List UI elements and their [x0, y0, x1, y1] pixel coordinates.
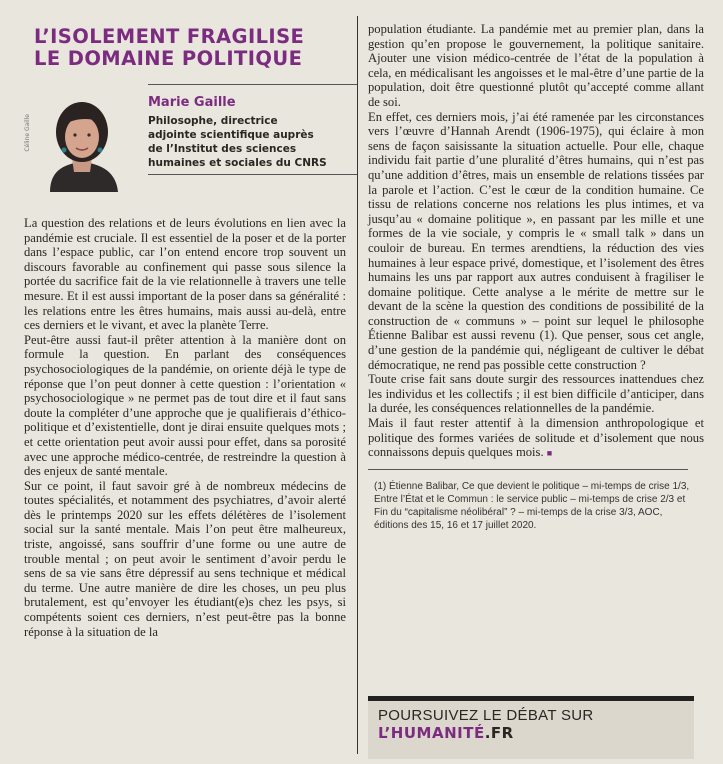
- paragraph: Sur ce point, il faut savoir gré à de nombreux médecins de toutes spécialités, et notamment des psychiatres, d’avoir alerté dès le printemps 2020 sur les effets délétères de l’isolement social sur la santé mentale. Mais l’on peut être malheureux, triste, angoissé, sans souffrir d’une forme ou une autre de trouble mental ; on peut avoir le sentiment d’avoir perdu le sens de sa vie sans être dépressif au sens technique et médical du terme. Une autre manière de dire les choses, un peu plus brutalement, est qu’envoyer les étudiant(e)s chez les psys, si compétents soient ces derniers, n’est peut-être pas la bonne réponse à la situation de la: [24, 478, 346, 639]
- footnote-rule: [368, 469, 688, 470]
- left-body: [24, 216, 346, 639]
- promo-text: POURSUIVEZ LE DÉBAT SUR: [378, 707, 594, 724]
- brand-tld: .FR: [484, 724, 514, 742]
- author-role-line: humaines et sociales du CNRS: [148, 157, 327, 169]
- promo-banner[interactable]: [368, 696, 694, 759]
- author-role: [148, 114, 358, 170]
- title-line-1: L’ISOLEMENT FRAGILISE: [34, 25, 305, 48]
- paragraph: Peut-être aussi faut-il prêter attention à la manière dont on formule la question. En parlant des conséquences psychosociologiques de la pandémie, on oriente déjà le type de réponse que l’on peut donner à cette question : l’orientation « psychosociologique » ne permet pas de tout dire et il faut sans doute la compléter d’une approche que je qualifierais d’éthico-politique et d’existentielle, dont je dirai ensuite quelques mots ; et cette orientation peut avoir aussi pour effet, dans sa porosité avec une approche médico-centrée, de restreindre la question à des enjeux de santé mentale.: [24, 332, 346, 479]
- author-role-line: adjointe scientifique auprès: [148, 129, 314, 141]
- paragraph: population étudiante. La pandémie met au premier plan, dans la gestion qu’en propose le gouvernement, la politique sanitaire. Ajouter une vision médico-centrée de l’état de la population à cela, en médicalisant les angoisses et le mal-être d’une partie de la population, doit être questionné plutôt qu’accepté comme allant de soi.: [368, 22, 704, 109]
- promo-site-link[interactable]: [378, 724, 694, 742]
- final-text: Mais il faut rester attentif à la dimension anthropologique et politique des formes variées de solitude et d’isolement que nous connaissons depuis quelques mois.: [368, 416, 704, 460]
- paragraph: La question des relations et de leurs évolutions en lien avec la pandémie est cruciale. Il est essentiel de la poser et de la porter dans l’espace public, car l’on entend encore trop souvent un discours favorable au confinement qui passe sous silence la portée du sacrifice fait de la vie relationnelle à travers une telle mesure. Et il est aussi important de la poser dans sa généralité : les relations entre les êtres humains, mais aussi au-delà, entre ces derniers et le vivant, et avec la planète Terre.: [24, 216, 346, 333]
- column-divider: [357, 16, 358, 754]
- end-mark-icon: ■: [546, 448, 553, 459]
- right-column: [368, 22, 704, 533]
- author-block: [24, 84, 346, 204]
- author-role-line: Philosophe, directrice: [148, 115, 278, 127]
- photo-credit: Céline Gaille: [24, 114, 31, 152]
- footnote: (1) Étienne Balibar, Ce que devient le politique – mi-temps de crise 1/3, Entre l’État et le Commun : le service public – mi-temps de crise 2/3 et Fin du “capitalisme néolibéral” ? – mi-temps de la crise 3/3, AOC, éditions des 15, 16 et 17 juillet 2020.: [374, 480, 690, 532]
- article-title: [34, 26, 346, 70]
- byline: [148, 84, 358, 175]
- title-line-2: LE DOMAINE POLITIQUE: [34, 47, 303, 70]
- paragraph-final: [368, 416, 704, 461]
- left-column: [24, 18, 346, 639]
- author-portrait: [32, 92, 132, 192]
- paragraph: En effet, ces derniers mois, j’ai été ramenée par les circonstances vers l’œuvre d’Hannah Arendt (1906-1975), qui éclaire à mon sens de façon saisissante la situation actuelle. Pour elle, chaque individu fait partie d’une pluralité d’êtres humains, qui n’est pas qu’une addition d’êtres, mais un ensemble de relations tissées par la parole et l’action. C’est le cœur de la condition humaine. Ce tissu de relations concerne nos relations les plus intimes, et va jusqu’au « domaine politique », en passant par les mille et une formes de la vie sociale, y compris le « small talk » dans un couloir de bureau. En termes arendtiens, la réduction des vies humaines à leur espace privé, domestique, et l’isolement des êtres humains les uns par rapport aux autres conduisent à fragiliser le domaine politique. Cette analyse a le mérite de mettre sur le devant de la scène la question des conditions de possibilité de la construction de « communs » – point sur lequel le philosophe Étienne Balibar est aussi revenu (1). Que penser, sous cet angle, d’une gestion de la pandémie qui, négligeant de cultiver le débat démocratique, ne rend pas possible cette construction ?: [368, 109, 704, 372]
- author-name: Marie Gaille: [148, 95, 236, 110]
- paragraph: Toute crise fait sans doute surgir des ressources inattendues chez les individus et les collectifs ; il est bien difficile d’anticiper, dans la durée, les conséquences relationnelles de la pandémie.: [368, 372, 704, 416]
- brand-name: L’HUMANITÉ: [378, 724, 485, 742]
- author-role-line: de l’Institut des sciences: [148, 143, 297, 155]
